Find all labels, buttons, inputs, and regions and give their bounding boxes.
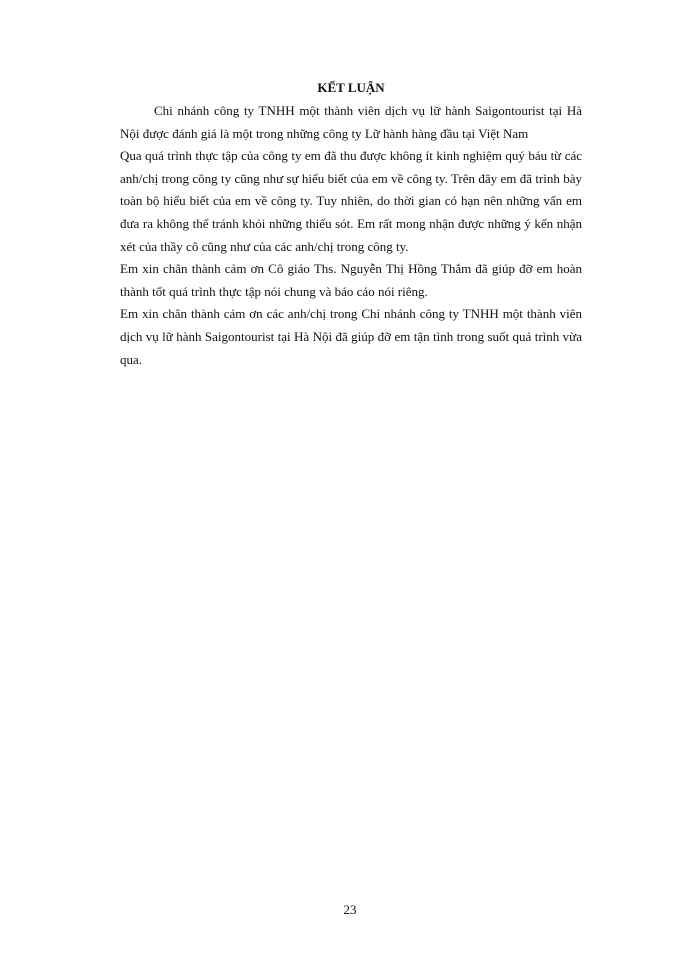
paragraph-intro: Chi nhánh công ty TNHH một thành viên dịch vụ lữ hành Saigontourist tại Hà Nội được đánh giá là một trong những công ty Lữ hành hàng đầu tại Việt Nam xyxy=(120,103,582,141)
conclusion-heading: KẾT LUẬN xyxy=(317,80,385,95)
paragraph-thanks-teacher: Em xin chân thành cảm ơn Cô giáo Ths. Nguyễn Thị Hồng Thắm đã giúp đỡ em hoàn thành tốt quá trình thực tập nói chung và báo cáo nói riêng. xyxy=(120,261,582,299)
paragraph-internship-experience: Qua quá trình thực tập của công ty em đã thu được không ít kinh nghiệm quý báu từ các anh/chị trong công ty cũng như sự hiểu biết của em về công ty. Trên đây em đã trình bày toàn bộ hiểu biết của em về công ty. Tuy nhiên, do thời gian có hạn nên những vấn em đưa ra không thể tránh khỏi những thiếu sót. Em rất mong nhận được những ý kến nhận xét của thầy cô cũng như của các anh/chị trong công ty. xyxy=(120,148,582,254)
page-content xyxy=(120,78,582,371)
page-number: 23 xyxy=(343,902,357,917)
paragraph-thanks-company: Em xin chân thành cảm ơn các anh/chị trong Chi nhánh công ty TNHH một thành viên dịch vụ lữ hành Saigontourist tại Hà Nội đã giúp đỡ em tận tình trong suốt quá trình vừa qua. xyxy=(120,306,582,367)
